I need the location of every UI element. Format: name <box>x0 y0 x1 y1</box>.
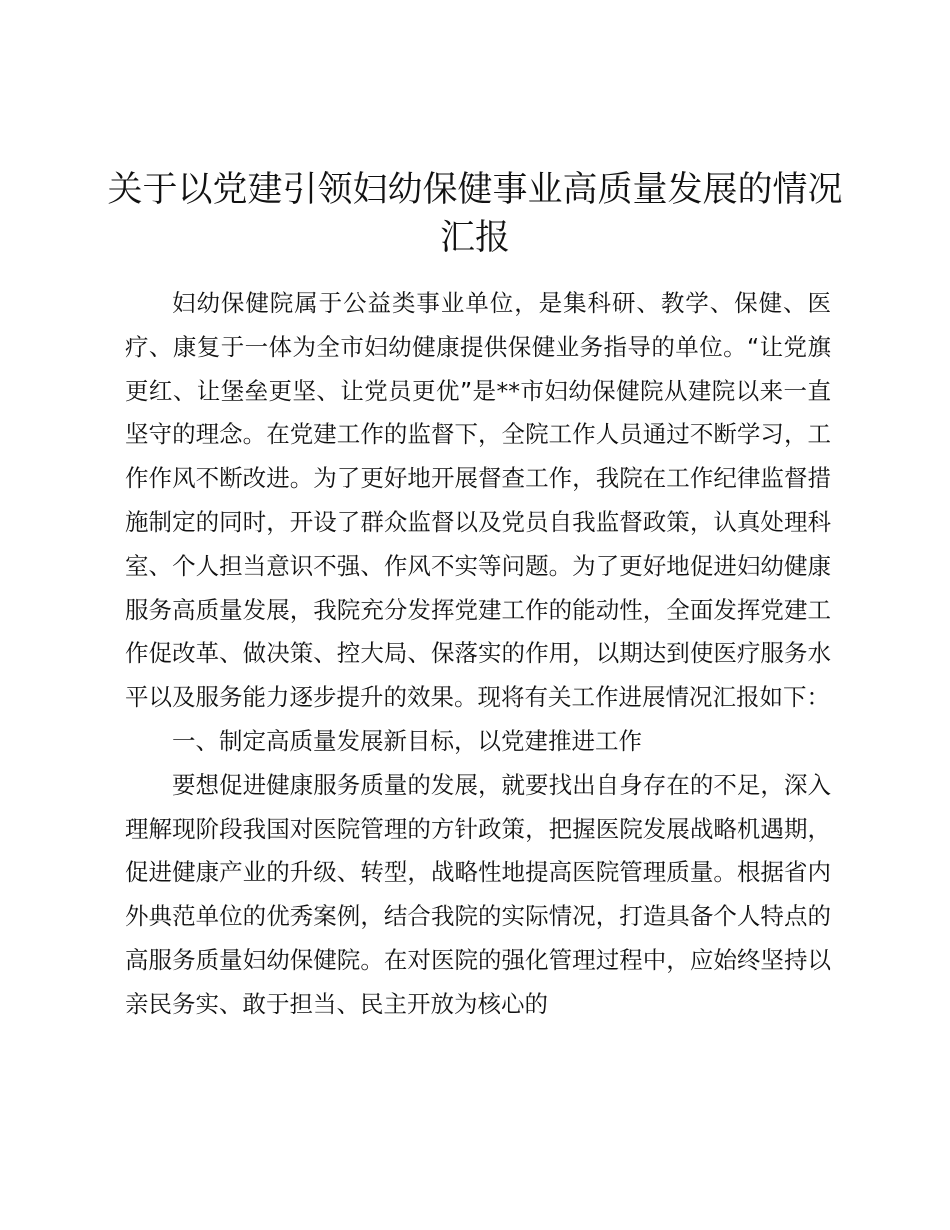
section-heading-1: 一、制定高质量发展新目标，以党建推进工作 <box>172 726 642 755</box>
intro-paragraph: 妇幼保健院属于公益类事业单位，是集科研、教学、保健、医疗、康复于一体为全市妇幼健康提供保健业务指导的单位。“让党旗更红、让堡垒更坚、让党员更优”是**市妇幼保健院从建院以来一直坚守的理念。在党建工作的监督下，全院工作人员通过不断学习，工作作风不断改进。为了更好地开展督查工作，我院在工作纪律监督措施制定的同时，开设了群众监督以及党员自我监督政策，认真处理科室、个人担当意识不强、作风不实等问题。为了更好地促进妇幼健康服务高质量发展，我院充分发挥党建工作的能动性，全面发挥党建工作促改革、做决策、控大局、保落实的作用，以期达到使医疗服务水平以及服务能力逐步提升的效果。现将有关工作进展情况汇报如下： <box>125 289 831 712</box>
document-title: 关于以党建引领妇幼保健事业高质量发展的情况汇报 <box>107 170 843 258</box>
document-body <box>125 282 831 1027</box>
section-1-paragraph: 要想促进健康服务质量的发展，就要找出自身存在的不足，深入理解现阶段我国对医院管理的方针政策，把握医院发展战略机遇期，促进健康产业的升级、转型，战略性地提高医院管理质量。根据省内外典范单位的优秀案例，结合我院的实际情况，打造具备个人特点的高服务质量妇幼保健院。在对医院的强化管理过程中，应始终坚持以亲民务实、敢于担当、民主开放为核心的 <box>125 770 831 1018</box>
